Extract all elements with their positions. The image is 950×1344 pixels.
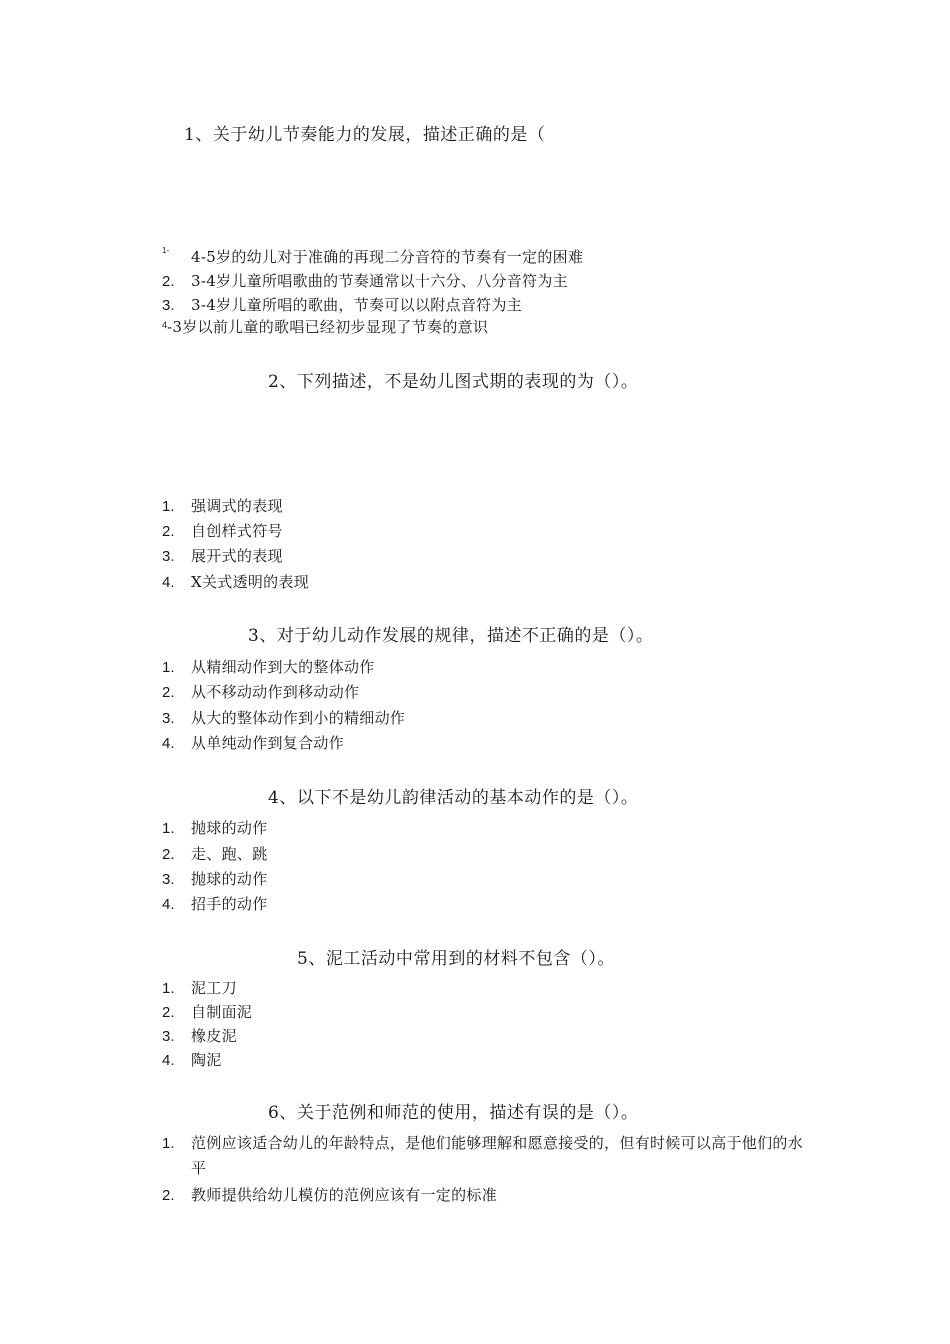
- question-5-option-2: [162, 1001, 252, 1022]
- option-number: 1.: [162, 980, 175, 997]
- option-text: 招手的动作: [191, 895, 268, 913]
- question-5-title: 5、泥工活动中常用到的材料不包含（）。: [297, 949, 615, 969]
- question-3-title: 3、对于幼儿动作发展的规律，描述不正确的是（）。: [248, 626, 654, 646]
- option-text: 泥工刀: [191, 979, 237, 997]
- option-number: 2.: [162, 1187, 175, 1204]
- question-4-option-2: [162, 843, 268, 864]
- option-number: 4.: [162, 896, 175, 913]
- question-3-option-2: [162, 681, 359, 702]
- option-text: 从精细动作到大的整体动作: [191, 658, 375, 676]
- option-number: 2.: [162, 273, 175, 290]
- option-text: 抛球的动作: [191, 870, 268, 888]
- question-3-option-4: [162, 732, 344, 753]
- option-text: 4-5岁的幼儿对于准确的再现二分音符的节奏有一定的困难: [191, 248, 584, 266]
- option-number: 1.: [162, 659, 175, 676]
- option-number: 3.: [162, 1028, 175, 1045]
- question-1-option-1: [162, 246, 583, 267]
- option-number: 2.: [162, 523, 175, 540]
- question-1-option-4: [162, 316, 488, 337]
- option-text: 3-4岁儿童所唱歌曲的节奏通常以十六分、八分音符为主: [191, 272, 568, 290]
- question-1-option-3: [162, 294, 522, 315]
- question-2-option-4: [162, 571, 309, 592]
- question-2-option-2: [162, 520, 283, 541]
- option-text: 范例应该适合幼儿的年龄特点，是他们能够理解和愿意接受的，但有时候可以高于他们的水平: [191, 1134, 804, 1177]
- option-text: 从大的整体动作到小的精细动作: [191, 709, 406, 727]
- question-6-option-1: [162, 1131, 812, 1181]
- option-text: 3-4岁儿童所唱的歌曲，节奏可以以附点音符为主: [191, 296, 523, 314]
- option-text: 橡皮泥: [191, 1027, 237, 1045]
- option-number: 2.: [162, 846, 175, 863]
- option-text: 强调式的表现: [191, 497, 283, 515]
- option-number: 3.: [162, 710, 175, 727]
- option-text: X关式透明的表现: [191, 573, 310, 591]
- question-6-option-2: [162, 1184, 497, 1205]
- option-number: 1-: [162, 246, 170, 255]
- option-text: 陶泥: [191, 1051, 222, 1069]
- question-4-option-1: [162, 817, 268, 838]
- question-4-option-3: [162, 868, 268, 889]
- option-number: 4.: [162, 574, 175, 591]
- option-number: 1.: [162, 820, 175, 837]
- question-6-title: 6、关于范例和师范的使用，描述有误的是（）。: [268, 1103, 639, 1123]
- option-text: 自制面泥: [191, 1003, 253, 1021]
- question-4-option-4: [162, 893, 268, 914]
- question-1-option-2: [162, 270, 568, 291]
- question-2-option-1: [162, 495, 283, 516]
- option-text: 走、跑、跳: [191, 845, 268, 863]
- question-2-option-3: [162, 545, 283, 566]
- option-text: 抛球的动作: [191, 819, 268, 837]
- option-number: 2.: [162, 684, 175, 701]
- question-4-title: 4、以下不是幼儿韵律活动的基本动作的是（）。: [268, 788, 639, 808]
- option-number: 2.: [162, 1004, 175, 1021]
- option-number: 3.: [162, 871, 175, 888]
- option-text: -3岁以前儿童的歌唱已经初步显现了节奏的意识: [167, 318, 489, 336]
- question-5-option-1: [162, 977, 237, 998]
- question-5-option-3: [162, 1025, 237, 1046]
- option-number: 4: [162, 320, 168, 330]
- option-text: 教师提供给幼儿模仿的范例应该有一定的标准: [191, 1186, 498, 1204]
- question-3-option-3: [162, 707, 405, 728]
- question-5-option-4: [162, 1049, 222, 1070]
- option-number: 1.: [162, 1135, 175, 1152]
- option-text: 自创样式符号: [191, 522, 283, 540]
- option-number: 3.: [162, 297, 175, 314]
- option-text: 从不移动动作到移动动作: [191, 683, 360, 701]
- option-number: 3.: [162, 548, 175, 565]
- question-1-title: 1、关于幼儿节奏能力的发展，描述正确的是（: [184, 125, 546, 145]
- option-number: 1.: [162, 498, 175, 515]
- option-number: 4.: [162, 735, 175, 752]
- question-2-title: 2、下列描述，不是幼儿图式期的表现的为（）。: [268, 372, 639, 392]
- option-number: 4.: [162, 1052, 175, 1069]
- option-text: 从单纯动作到复合动作: [191, 734, 345, 752]
- option-text: 展开式的表现: [191, 547, 283, 565]
- question-3-option-1: [162, 656, 375, 677]
